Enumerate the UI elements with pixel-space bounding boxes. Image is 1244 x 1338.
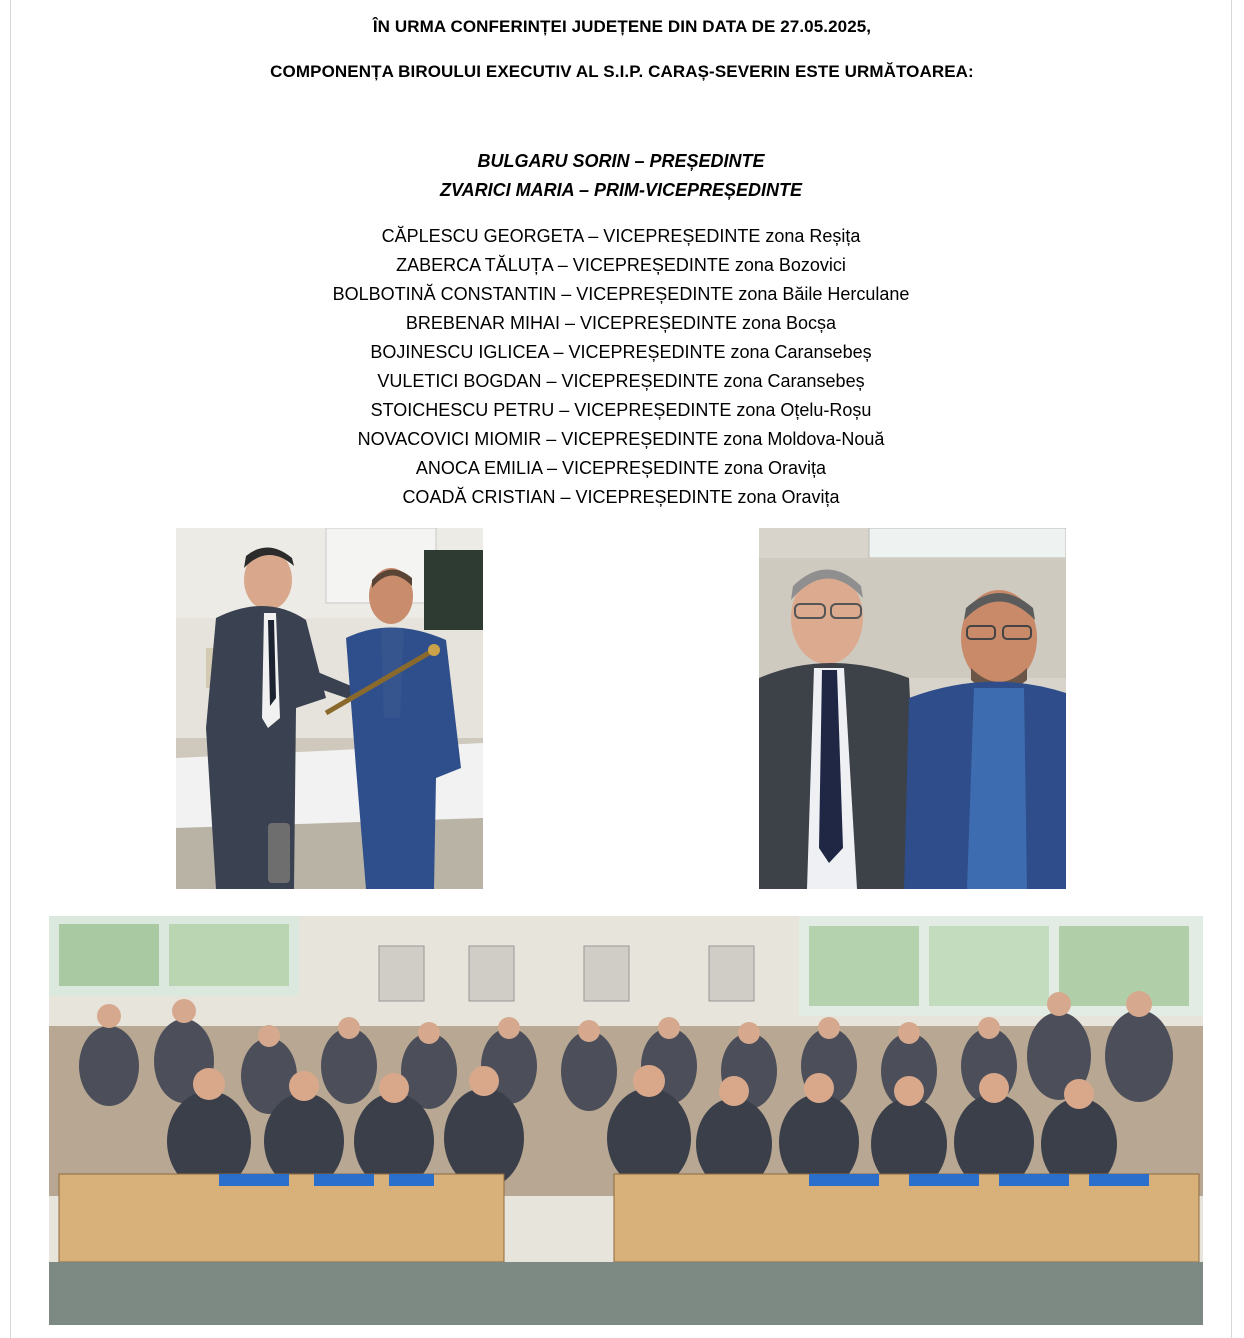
vice-president-item: BOLBOTINĂ CONSTANTIN – VICEPREȘEDINTE zona Băile Herculane xyxy=(332,284,910,304)
first-vice-president-line: ZVARICI MARIA – PRIM-VICEPREȘEDINTE xyxy=(439,180,803,200)
heading-executive-composition: COMPONENȚA BIROULUI EXECUTIV AL S.I.P. CARAȘ-SEVERIN ESTE URMĂTOAREA: xyxy=(270,62,974,81)
vice-president-item: NOVACOVICI MIOMIR – VICEPREȘEDINTE zona Moldova-Nouă xyxy=(357,429,885,449)
photo-two-men-portrait xyxy=(759,528,1066,889)
vice-president-item: STOICHESCU PETRU – VICEPREȘEDINTE zona Oțelu-Roșu xyxy=(370,400,872,420)
vice-president-list xyxy=(0,225,1242,515)
photo-award-handover xyxy=(176,528,483,889)
vice-president-item: COADĂ CRISTIAN – VICEPREȘEDINTE zona Oravița xyxy=(402,487,840,507)
vice-president-item: ANOCA EMILIA – VICEPREȘEDINTE zona Oravița xyxy=(415,458,827,478)
vice-president-item: CĂPLESCU GEORGETA – VICEPREȘEDINTE zona Reșița xyxy=(381,226,861,246)
president-line: BULGARU SORIN – PREȘEDINTE xyxy=(477,151,765,171)
vice-president-item: ZABERCA TĂLUȚA – VICEPREȘEDINTE zona Bozovici xyxy=(396,255,846,275)
vice-president-item: VULETICI BOGDAN – VICEPREȘEDINTE zona Caransebeș xyxy=(377,371,865,391)
heading-conference-date: ÎN URMA CONFERINȚEI JUDEȚENE DIN DATA DE 27.05.2025, xyxy=(372,17,872,36)
vice-president-item: BOJINESCU IGLICEA – VICEPREȘEDINTE zona Caransebeș xyxy=(370,342,872,362)
photo-conference-group xyxy=(49,916,1203,1325)
vice-president-item: BREBENAR MIHAI – VICEPREȘEDINTE zona Bocșa xyxy=(405,313,837,333)
